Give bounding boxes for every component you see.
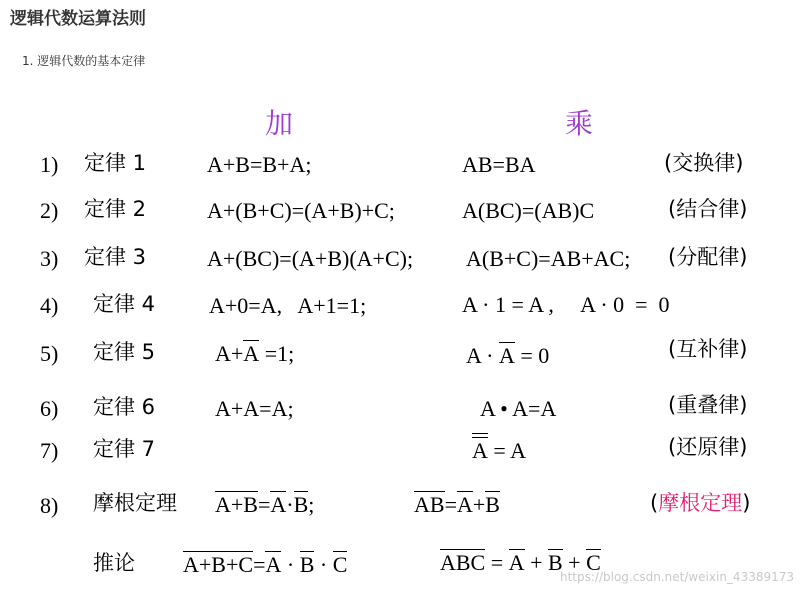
row-note: (结合律) — [668, 197, 748, 221]
row-num: 1) — [40, 152, 59, 177]
logic-laws-figure — [0, 90, 801, 595]
morgan-law-2: AB=A+B — [414, 492, 500, 517]
header-add: 加 — [265, 107, 294, 140]
row-num: 6) — [40, 396, 59, 421]
row-add: A+0=A, A+1=1; — [209, 293, 367, 318]
row-mul: A · 1 = A , A · 0 = 0 — [462, 292, 670, 317]
page-title: 逻辑代数运算法则 — [10, 9, 146, 29]
row-add: A+(B+C)=(A+B)+C; — [207, 198, 395, 223]
row-name: 定律 7 — [93, 437, 156, 461]
row-add: A+(BC)=(A+B)(A+C); — [207, 246, 414, 271]
header-mul: 乘 — [565, 107, 594, 140]
row-name: 摩根定理 — [93, 491, 177, 515]
row-name: 定律 2 — [84, 197, 147, 221]
row-num: 8) — [40, 493, 59, 518]
double-complement-a: A — [472, 438, 488, 463]
row-num: 2) — [40, 198, 59, 223]
morgan-law-1: A+B=A·B; — [215, 492, 315, 517]
row-mul: A · A = 0 — [466, 343, 550, 368]
row-add: A+A =1; — [215, 341, 295, 366]
complement-a: A — [499, 343, 515, 368]
row-num: 3) — [40, 246, 59, 271]
row-note: (分配律) — [668, 245, 748, 269]
row-note: (还原律) — [668, 435, 748, 459]
row-note: (摩根定理) — [650, 491, 751, 515]
section-subtitle: 1. 逻辑代数的基本定律 — [22, 54, 146, 68]
corollary-law-1: A+B+C=A · B · C — [183, 552, 348, 577]
corollary-law-2: ABC = A + B + C — [440, 550, 601, 575]
row-name: 定律 6 — [93, 395, 156, 419]
row-add: A+A=A; — [215, 396, 294, 421]
row-mul: A = A — [472, 438, 526, 463]
row-name: 定律 4 — [93, 292, 156, 316]
row-name: 定律 1 — [84, 151, 147, 175]
row-num: 5) — [40, 341, 59, 366]
row-note: (交换律) — [664, 151, 744, 175]
row-name: 推论 — [93, 551, 135, 575]
row-num: 4) — [40, 293, 59, 318]
watermark: https://blog.csdn.net/weixin_43389173 — [560, 570, 795, 584]
row-name: 定律 3 — [84, 245, 147, 269]
row-num: 7) — [40, 438, 59, 463]
row-mul: A • A=A — [480, 396, 557, 421]
row-note: (重叠律) — [668, 393, 748, 417]
row-add: A+B=B+A; — [207, 152, 312, 177]
complement-a: A — [243, 341, 260, 366]
row-name: 定律 5 — [93, 340, 156, 364]
row-mul: A(B+C)=AB+AC; — [466, 246, 631, 271]
row-mul: A(BC)=(AB)C — [462, 198, 595, 223]
row-mul: AB=BA — [462, 152, 536, 177]
row-note: (互补律) — [668, 337, 748, 361]
